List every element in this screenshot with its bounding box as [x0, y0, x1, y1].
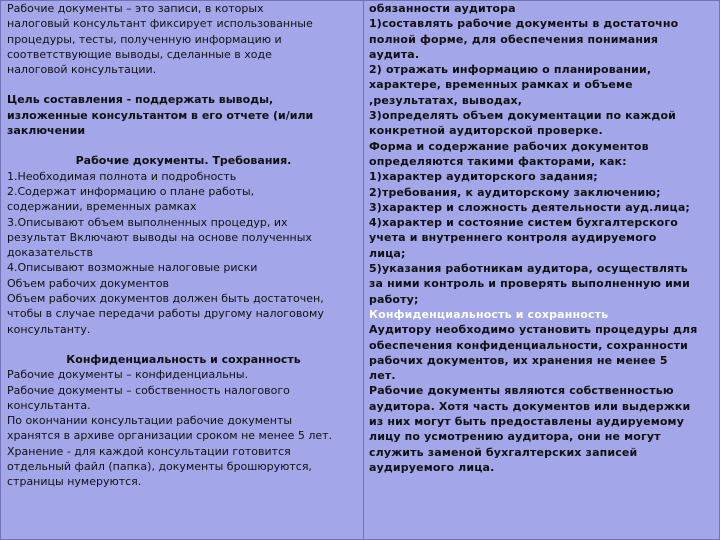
text-line: страницы нумеруются. — [7, 475, 142, 489]
auditor-duties — [369, 1, 715, 307]
text-line: аудита. — [369, 47, 420, 61]
text-line: 1.Необходимая полнота и подробность — [7, 169, 237, 183]
text-line: Объем рабочих документов — [7, 276, 170, 290]
text-line: консультанта. — [7, 398, 91, 412]
text-line: характере, временных рамках и объеме — [369, 78, 633, 92]
text-line: 2) отражать информацию о планировании, — [369, 63, 652, 77]
text-line: По окончании консультации рабочие документы — [7, 414, 293, 428]
requirements-list — [7, 169, 360, 337]
text-line: Рабочие документы – это записи, в которых — [7, 2, 264, 15]
confidentiality-list — [7, 367, 360, 489]
requirements-heading: Рабочие документы. Требования. — [75, 154, 292, 168]
text-line: 2.Содержат информацию о плане работы, — [7, 184, 255, 198]
text-line: процедуры, тесты, полученную информацию и — [7, 32, 282, 46]
text-line: рабочих документов, их хранения не менее 5 — [369, 353, 668, 367]
text-line: 3)определять объем документации по каждой — [369, 109, 677, 123]
text-line: лица; — [369, 246, 406, 260]
text-line: ,результатах, выводах, — [369, 93, 523, 107]
text-line: Форма и содержание рабочих документов — [369, 139, 649, 153]
text-line: 5)указания работникам аудитора, осуществлять — [369, 262, 688, 276]
text-line: полной форме, для обеспечения понимания — [369, 32, 659, 46]
text-line: лицу по усмотрению аудитора, они не могут — [369, 430, 661, 444]
goal-paragraph — [7, 92, 360, 138]
text-line: налоговый консультант фиксирует использованные — [7, 17, 313, 31]
text-line: 4)характер и состояние систем бухгалтерского — [369, 216, 678, 230]
text-line: содержании, временных рамках — [7, 200, 197, 214]
text-line: из них могут быть предоставлены аудируемому — [369, 415, 685, 429]
text-line: учета и внутреннего контроля аудируемого — [369, 231, 657, 245]
text-line: Рабочие документы – конфиденциальны. — [7, 368, 249, 382]
text-line: определяются такими факторами, как: — [369, 154, 627, 168]
text-line: консультанту. — [7, 322, 91, 336]
text-line: 3.Описывают объем выполненных процедур, их — [7, 215, 288, 229]
text-line: обеспечения конфиденциальности, сохранности — [369, 338, 689, 352]
text-line: 1)составлять рабочие документы в достаточно — [369, 17, 679, 31]
text-line: чтобы в случае передачи работы другому налоговому — [7, 307, 324, 321]
confidentiality-heading-highlighted: Конфиденциальность и сохранность — [369, 307, 609, 321]
text-line: налоговой консультации. — [7, 63, 157, 77]
text-line: результат Включают выводы на основе полученных — [7, 230, 312, 244]
text-line: Рабочие документы являются собственностью — [369, 384, 674, 398]
text-line: аудитора. Хотя часть документов или выдержки — [369, 399, 691, 413]
text-line: Аудитору необходимо установить процедуры для — [369, 323, 698, 337]
left-column — [1, 1, 364, 539]
text-line: Цель составления - поддержать выводы, — [7, 93, 274, 107]
text-line: хранятся в архиве организации сроком не менее 5 лет. — [7, 429, 333, 443]
text-line: аудируемого лица. — [369, 460, 495, 474]
text-line: 3)характер и сложность деятельности ауд.лица; — [369, 200, 690, 214]
text-line: Хранение - для каждой консультации готовится — [7, 444, 291, 458]
text-line: 4.Описывают возможные налоговые риски — [7, 261, 258, 275]
text-line: лет. — [369, 369, 396, 383]
spacer — [7, 337, 360, 352]
spacer — [7, 138, 360, 153]
spacer — [7, 77, 360, 92]
text-line: Объем рабочих документов должен быть достаточен, — [7, 292, 324, 306]
text-line: за ними контроль и проверять выполненную ими — [369, 277, 690, 291]
text-line: соответствующие выводы, сделанные в ходе — [7, 47, 272, 61]
text-line: изложенные консультантом в его отчете (и/или — [7, 108, 314, 122]
text-line: конкретной аудиторской проверке. — [369, 124, 603, 138]
confidentiality-heading: Конфиденциальность и сохранность — [66, 352, 301, 366]
text-line: Рабочие документы – собственность налогового — [7, 383, 290, 397]
text-line: работу; — [369, 292, 419, 306]
text-line: обязанности аудитора — [369, 2, 516, 15]
text-line: заключении — [7, 124, 86, 138]
right-column — [364, 1, 719, 539]
text-line: 2)требования, к аудиторскому заключению; — [369, 185, 661, 199]
intro-paragraph — [7, 1, 360, 77]
text-line: служить заменой бухгалтерских записей — [369, 445, 638, 459]
text-line: 1)характер аудиторского задания; — [369, 170, 598, 184]
text-line: доказательств — [7, 246, 93, 260]
auditor-confidentiality — [369, 322, 715, 475]
text-line: отдельный файл (папка), документы брошюруются, — [7, 460, 312, 474]
